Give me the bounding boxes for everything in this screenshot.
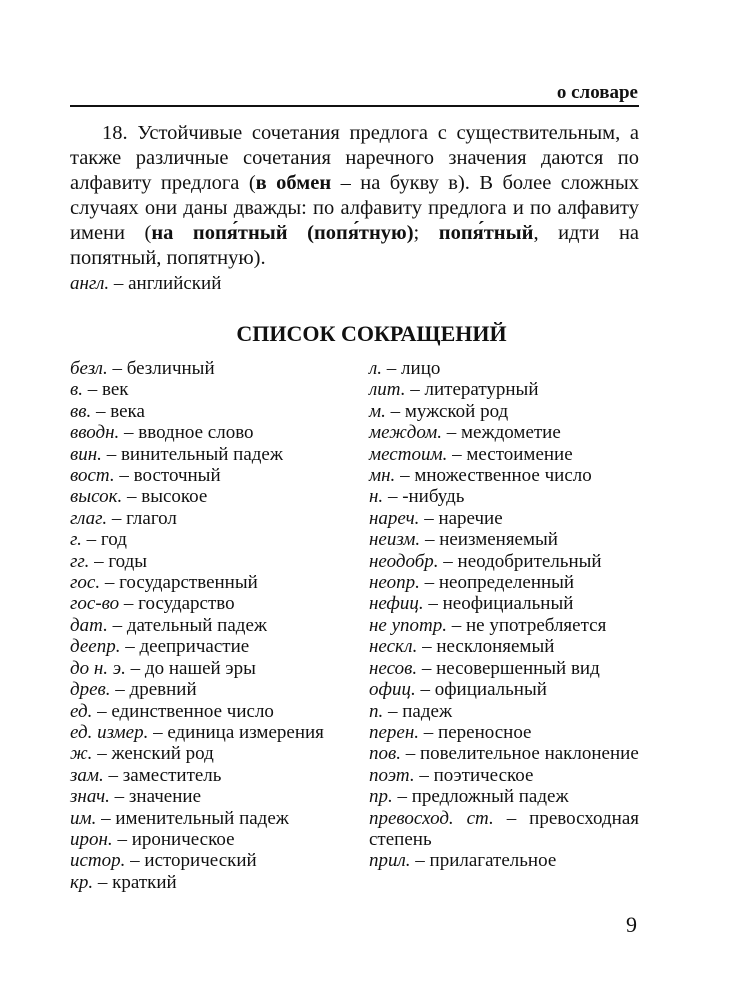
abbreviation-term: перен. xyxy=(369,721,420,743)
abbreviation-entry xyxy=(369,701,639,722)
abbreviation-term: гос-во xyxy=(70,593,120,615)
abbreviation-term: нефиц. xyxy=(369,593,424,615)
abbreviation-meaning: – множественное число xyxy=(395,465,592,487)
abbreviation-entry xyxy=(70,743,355,764)
abbreviation-term: ед. измер. xyxy=(70,721,149,743)
abbreviation-term: н. xyxy=(369,486,384,508)
abbreviation-term: неодобр. xyxy=(369,550,439,572)
abbreviation-meaning: – глагол xyxy=(107,507,177,529)
abbreviation-entry xyxy=(369,593,639,614)
abbreviation-term: г. xyxy=(70,529,82,551)
abbreviation-meaning: – высокое xyxy=(122,486,208,508)
abbreviation-term: неопр. xyxy=(369,572,420,594)
abbreviation-term: прил. xyxy=(369,850,411,872)
abbreviation-entry xyxy=(70,722,355,743)
abbreviation-meaning: – неопределенный xyxy=(419,572,575,594)
abbreviation-entry xyxy=(369,465,639,486)
rule-text-part-3: ; xyxy=(413,222,439,244)
abbreviation-meaning: – несклоняемый xyxy=(417,636,555,658)
abbreviation-entry xyxy=(369,808,639,851)
abbreviations-right-column xyxy=(369,358,639,872)
abbreviation-entry xyxy=(70,444,355,465)
abbreviation-term: до н. э. xyxy=(70,657,126,679)
abbreviation-meaning: – переносное xyxy=(419,721,532,743)
abbreviation-term: пр. xyxy=(369,786,393,808)
abbreviation-entry xyxy=(70,658,355,679)
abbreviation-entry xyxy=(369,422,639,443)
abbreviation-meaning: – государство xyxy=(119,593,235,615)
abbreviation-meaning: – местоимение xyxy=(447,443,573,465)
abbreviation-term: гос. xyxy=(70,572,101,594)
abbreviation-entry xyxy=(369,765,639,786)
abbreviation-meaning: – винительный падеж xyxy=(101,443,283,465)
abbreviation-english xyxy=(70,271,639,296)
abbreviation-term: междом. xyxy=(369,422,443,444)
abbreviation-meaning: – поэтическое xyxy=(414,764,534,786)
abbreviation-meaning: – неодобрительный xyxy=(438,550,602,572)
abbreviation-meaning: – не употребляется xyxy=(447,614,607,636)
header-divider xyxy=(70,105,639,107)
abbreviation-term: истор. xyxy=(70,850,126,872)
rule-example-bold-3: попя́тный xyxy=(438,222,534,244)
abbreviation-term: пов. xyxy=(369,743,401,765)
abbreviation-entry xyxy=(369,486,639,507)
abbreviation-term: вин. xyxy=(70,443,102,465)
abbreviation-term: знач. xyxy=(70,786,110,808)
abbreviation-meaning: – падеж xyxy=(383,700,453,722)
abbr-definition: – английский xyxy=(109,273,222,294)
abbreviation-entry xyxy=(369,401,639,422)
abbreviation-meaning: – восточный xyxy=(114,465,221,487)
abbreviation-meaning: – государственный xyxy=(100,572,258,594)
abbreviation-entry xyxy=(369,850,639,871)
abbreviation-term: местоим. xyxy=(369,443,448,465)
abbreviation-term: лит. xyxy=(369,379,406,401)
abbreviation-entry xyxy=(70,529,355,550)
abbreviation-entry xyxy=(369,358,639,379)
abbreviation-meaning: – века xyxy=(91,400,145,422)
abbreviation-entry xyxy=(369,551,639,572)
abbreviation-entry xyxy=(369,508,639,529)
abbreviation-entry xyxy=(70,379,355,400)
abbreviation-term: ж. xyxy=(70,743,93,765)
abbreviation-meaning: – предложный падеж xyxy=(392,786,569,808)
abbreviation-entry xyxy=(369,636,639,657)
abbreviation-term: л. xyxy=(369,358,383,379)
abbreviation-entry xyxy=(70,786,355,807)
abbreviation-entry xyxy=(369,658,639,679)
abbreviation-term: кр. xyxy=(70,871,94,893)
abbreviation-meaning: – официальный xyxy=(415,679,547,701)
abbreviation-term: п. xyxy=(369,700,384,722)
abbreviation-meaning: – наречие xyxy=(419,507,503,529)
abbreviation-term: в. xyxy=(70,379,83,401)
running-header-title: о словаре xyxy=(556,82,638,103)
abbreviation-meaning: – несовершенный вид xyxy=(417,657,600,679)
abbreviations-left-column xyxy=(70,358,355,893)
abbreviation-meaning: – -нибудь xyxy=(383,486,465,508)
abbreviation-term: дат. xyxy=(70,614,108,636)
abbreviation-meaning: – неизменяемый xyxy=(420,529,558,551)
abbreviation-meaning: – междометие xyxy=(442,422,561,444)
abbreviation-entry xyxy=(70,636,355,657)
abbreviation-entry xyxy=(70,358,355,379)
abbreviation-term: превосход. ст. xyxy=(369,807,494,829)
abbreviation-entry xyxy=(70,872,355,893)
abbreviation-meaning: – единица измерения xyxy=(148,721,324,743)
abbreviation-entry xyxy=(70,808,355,829)
abbreviation-term: зам. xyxy=(70,764,104,786)
abbreviation-term: безл. xyxy=(70,358,108,379)
abbreviation-entry xyxy=(70,486,355,507)
abbreviation-entry xyxy=(70,679,355,700)
abbreviation-entry xyxy=(369,572,639,593)
abbreviation-meaning: – исторический xyxy=(125,850,257,872)
abbreviation-term: глаг. xyxy=(70,507,108,529)
abbreviation-entry xyxy=(369,786,639,807)
abbreviation-term: офиц. xyxy=(369,679,416,701)
abbreviation-term: нареч. xyxy=(369,507,420,529)
rule-text-part-2: – на букву в). В более сложных случаях они даны дважды: по алфавиту предлога и по алфавиту имени ( xyxy=(70,172,639,244)
abbreviation-meaning: – единственное число xyxy=(92,700,274,722)
abbreviation-meaning: – превосходная степень xyxy=(369,807,639,850)
abbreviation-meaning: – безличный xyxy=(107,358,215,379)
abbreviation-entry xyxy=(70,508,355,529)
abbreviation-entry xyxy=(369,722,639,743)
abbreviation-meaning: – до нашей эры xyxy=(125,657,256,679)
abbreviation-meaning: – век xyxy=(83,379,129,401)
abbreviation-term: не употр. xyxy=(369,614,448,636)
abbreviation-meaning: – краткий xyxy=(93,871,177,893)
rule-text-part-1: 18. Устойчивые сочетания предлога с существительным, а также различные сочетания наречного значения даются по алфавиту предлога ( xyxy=(70,122,639,194)
abbreviation-entry xyxy=(369,679,639,700)
abbreviation-meaning: – именительный падеж xyxy=(96,807,289,829)
rule-example-bold-2: на попя́тный (попя́тную) xyxy=(151,222,414,244)
abbreviation-term: им. xyxy=(70,807,97,829)
abbreviation-term: ед. xyxy=(70,700,93,722)
abbreviation-term: мн. xyxy=(369,465,396,487)
abbreviation-entry xyxy=(70,615,355,636)
abbreviation-entry xyxy=(70,765,355,786)
abbreviation-meaning: – деепричастие xyxy=(120,636,250,658)
abbreviation-entry xyxy=(70,850,355,871)
abbreviation-meaning: – дательный падеж xyxy=(107,614,267,636)
abbreviation-entry xyxy=(70,572,355,593)
abbreviation-meaning: – повелительное наклонение xyxy=(401,743,639,765)
abbreviation-term: древ. xyxy=(70,679,111,701)
intro-section xyxy=(70,121,639,296)
abbreviation-meaning: – значение xyxy=(109,786,202,808)
abbreviation-term: деепр. xyxy=(70,636,121,658)
abbreviation-entry xyxy=(369,615,639,636)
section-heading: СПИСОК СОКРАЩЕНИЙ xyxy=(236,321,507,346)
page-number: 9 xyxy=(626,912,637,937)
abbreviation-meaning: – год xyxy=(81,529,127,551)
abbr-term: англ. xyxy=(70,273,110,294)
abbreviation-entry xyxy=(70,465,355,486)
abbreviation-meaning: – годы xyxy=(89,550,148,572)
abbreviation-meaning: – лицо xyxy=(382,358,441,379)
abbreviation-meaning: – заместитель xyxy=(103,764,222,786)
abbreviation-entry xyxy=(70,551,355,572)
abbreviation-term: м. xyxy=(369,400,386,422)
abbreviation-meaning: – литературный xyxy=(405,379,539,401)
abbreviation-term: гг. xyxy=(70,550,90,572)
abbreviation-term: вв. xyxy=(70,400,92,422)
abbreviation-term: поэт. xyxy=(369,764,415,786)
abbreviation-term: высок. xyxy=(70,486,123,508)
abbreviation-meaning: – ироническое xyxy=(112,828,235,850)
abbreviation-entry xyxy=(70,422,355,443)
abbreviation-meaning: – вводное слово xyxy=(119,422,254,444)
rule-example-bold-1: в обмен xyxy=(255,172,332,194)
abbreviation-meaning: – прилагательное xyxy=(410,850,557,872)
abbreviation-term: нескл. xyxy=(369,636,418,658)
abbreviation-entry xyxy=(369,529,639,550)
abbreviation-entry xyxy=(70,829,355,850)
abbreviation-entry xyxy=(70,701,355,722)
abbreviation-term: несов. xyxy=(369,657,418,679)
abbreviation-term: ирон. xyxy=(70,828,113,850)
abbreviation-entry xyxy=(369,743,639,764)
abbreviation-term: неизм. xyxy=(369,529,421,551)
abbreviation-meaning: – мужской род xyxy=(385,400,509,422)
abbreviation-term: вост. xyxy=(70,465,115,487)
abbreviation-meaning: – древний xyxy=(110,679,197,701)
abbreviation-entry xyxy=(70,401,355,422)
rule-text-part-4: , идти на попятный, попятную). xyxy=(70,222,640,269)
abbreviation-entry xyxy=(369,444,639,465)
abbreviation-meaning: – женский род xyxy=(92,743,214,765)
abbreviation-meaning: – неофициальный xyxy=(423,593,574,615)
rule-18-paragraph xyxy=(70,121,639,271)
abbreviation-entry xyxy=(369,379,639,400)
abbreviation-entry xyxy=(70,593,355,614)
abbreviation-term: вводн. xyxy=(70,422,120,444)
